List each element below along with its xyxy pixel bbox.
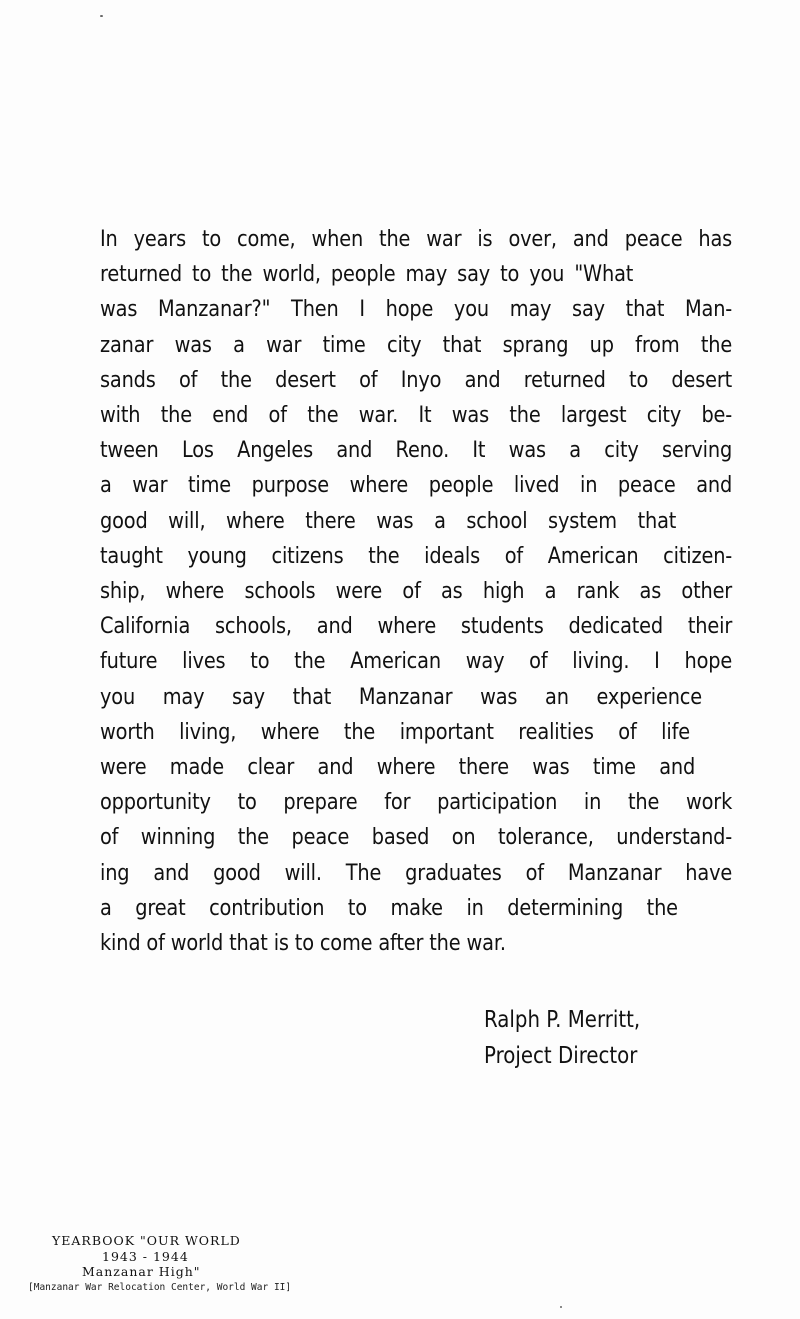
letter-line: were made clear and where there was time and	[100, 754, 696, 781]
letter-body	[100, 222, 733, 961]
signature-block	[484, 1002, 640, 1074]
letter-line: of winning the peace based on tolerance, understand-	[100, 824, 733, 851]
letter-line: zanar was a war time city that sprang up from the	[100, 331, 733, 358]
letter-line: future lives to the American way of living. I hope	[100, 648, 733, 675]
signatory-title: Project Director	[484, 1043, 638, 1069]
caption-school: Manzanar High"	[82, 1264, 201, 1279]
letter-line: worth living, where the important realities of life	[100, 718, 690, 745]
letter-line: California schools, and where students dedicated their	[100, 613, 733, 640]
letter-line: kind of world that is to come after the war.	[100, 930, 506, 957]
letter-line: tween Los Angeles and Reno. It was a city serving	[100, 437, 733, 464]
caption-yearbook-title: YEARBOOK "OUR WORLD	[52, 1233, 241, 1248]
source-caption	[28, 1233, 328, 1294]
letter-line: a great contribution to make in determining the	[100, 894, 678, 921]
letter-line: you may say that Manzanar was an experience	[100, 683, 702, 710]
caption-archive-note: [Manzanar War Relocation Center, World War II]	[28, 1281, 292, 1293]
letter-line: a war time purpose where people lived in peace and	[100, 472, 733, 499]
letter-line: sands of the desert of Inyo and returned to desert	[100, 366, 733, 393]
letter-line: In years to come, when the war is over, and peace has	[100, 226, 733, 252]
caption-years: 1943 - 1944	[102, 1248, 189, 1264]
scan-speck	[100, 15, 103, 17]
letter-line: taught young citizens the ideals of American citizen-	[100, 542, 733, 569]
letter-line: opportunity to prepare for participation in the work	[100, 789, 733, 816]
letter-line: ship, where schools were of as high a rank as other	[100, 578, 733, 605]
letter-line: good will, where there was a school system that	[100, 507, 677, 534]
letter-line: ing and good will. The graduates of Manzanar have	[100, 859, 733, 886]
signatory-name: Ralph P. Merritt,	[484, 1007, 641, 1033]
letter-line: with the end of the war. It was the largest city be-	[100, 402, 733, 429]
letter-line: returned to the world, people may say to you "What	[100, 261, 634, 288]
letter-line: was Manzanar?" Then I hope you may say that Man-	[100, 296, 733, 323]
scan-speck	[560, 1306, 562, 1308]
